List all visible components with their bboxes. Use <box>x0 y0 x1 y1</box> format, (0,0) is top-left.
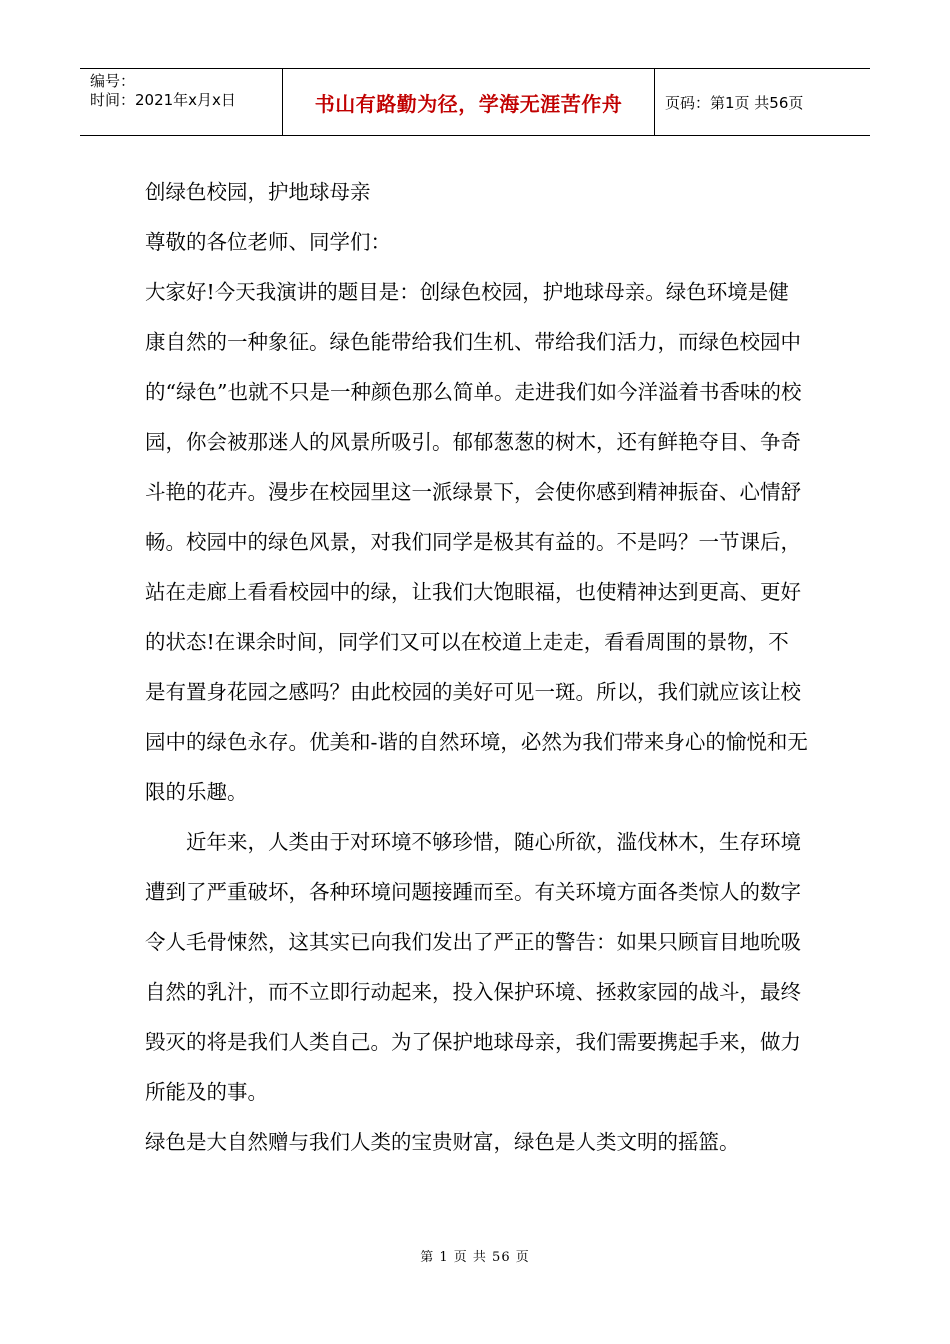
salutation: 尊敬的各位老师、同学们： <box>145 230 391 254</box>
document-time-label: 时间：2021年x月x日 <box>90 91 236 109</box>
paragraph: 绿色是大自然赠与我们人类的宝贵财富，绿色是人类文明的摇篮。 <box>145 1130 740 1154</box>
document-code-label: 编号： <box>90 72 136 90</box>
document-body <box>145 167 809 1167</box>
paragraph: 大家好!今天我演讲的题目是：创绿色校园，护地球母亲。绿色环境是健康自然的一种象征。绿色能带给我们生机、带给我们活力，而绿色校园中的“绿色”也就不只是一种颜色那么简单。走进我们如今洋溢着书香味的校园，你会被那迷人的风景所吸引。郁郁葱葱的树木，还有鲜艳夺目、争奇斗艳的花卉。漫步在校园里这一派绿景下，会使你感到精神振奋、心情舒畅。校园中的绿色风景，对我们同学是极其有益的。不是吗？一节课后，站在走廊上看看校园中的绿，让我们大饱眼福，也使精神达到更高、更好的状态!在课余时间，同学们又可以在校道上走走，看看周围的景物，不是有置身花园之感吗？由此校园的美好可见一斑。所以，我们就应该让校园中的绿色永存。优美和-谐的自然环境，必然为我们带来身心的愉悦和无限的乐趣。 <box>145 280 808 804</box>
header-meta <box>80 69 283 135</box>
page-header <box>80 68 870 136</box>
header-page-info: 页码：第1页 共56页 <box>665 93 804 112</box>
header-motto: 书山有路勤为径，学海无涯苦作舟 <box>283 69 655 135</box>
paragraph: 近年来，人类由于对环境不够珍惜，随心所欲，滥伐林木，生存环境遭到了严重破坏，各种环境问题接踵而至。有关环境方面各类惊人的数字令人毛骨悚然，这其实已向我们发出了严正的警告：如果只顾盲目地吮吸自然的乳汁，而不立即行动起来，投入保护环境、拯救家园的战斗，最终毁灭的将是我们人类自己。为了保护地球母亲，我们需要携起手来，做力所能及的事。 <box>145 830 801 1104</box>
document-title: 创绿色校园，护地球母亲 <box>145 180 371 204</box>
page-footer: 第 1 页 共 56 页 <box>420 1250 530 1265</box>
